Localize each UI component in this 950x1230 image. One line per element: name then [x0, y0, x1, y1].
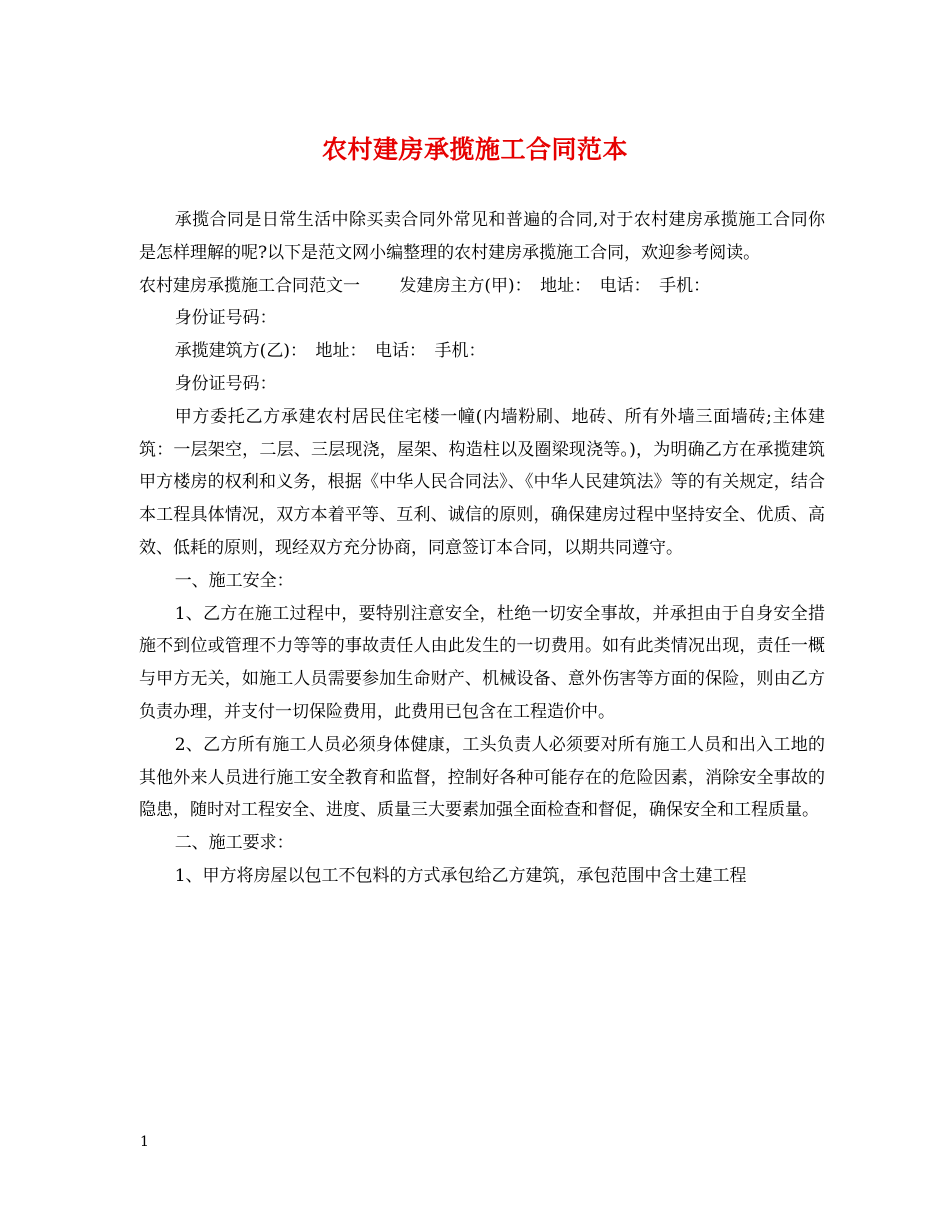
document-body — [139, 204, 825, 893]
party-a-id-line: 身份证号码： — [174, 308, 277, 329]
party-b-line: 承揽建筑方(乙)： 地址： 电话： 手机： — [174, 341, 486, 362]
section-heading-requirements: 二、施工要求： — [174, 833, 294, 854]
page-number: 1 — [140, 1134, 149, 1150]
safety-clause-2: 2、乙方所有施工人员必须身体健康，工头负责人必须要对所有施工人员和出入工地的其他外来人员进行施工安全教育和监督，控制好各种可能存在的危险因素，消除安全事故的隐患，随时对工程安全、进度、质量三大要素加强全面检查和督促，确保安全和工程质量。 — [139, 734, 825, 821]
contract-purpose-paragraph: 甲方委托乙方承建农村居民住宅楼一幢(内墙粉刷、地砖、所有外墙三面墙砖;主体建筑：一层架空，二层、三层现浇，屋架、构造柱以及圈梁现浇等。)，为明确乙方在承揽建筑甲方楼房的权利和义务，根据《中华人民合同法》、《中华人民建筑法》等的有关规定，结合本工程具体情况，双方本着平等、互利、诚信的原则，确保建房过程中坚持安全、优质、高效、低耗的原则，现经双方充分协商，同意签订本合同，以期共同遵守。 — [139, 406, 825, 558]
document-title: 农村建房承揽施工合同范本 — [321, 135, 628, 164]
intro-paragraph: 承揽合同是日常生活中除买卖合同外常见和普遍的合同,对于农村建房承揽施工合同你是怎样理解的呢?以下是范文网小编整理的农村建房承揽施工合同，欢迎参考阅读。 — [139, 210, 825, 263]
party-b-id-line: 身份证号码： — [174, 373, 277, 394]
requirements-clause-1: 1、甲方将房屋以包工不包料的方式承包给乙方建筑，承包范围中含土建工程 — [174, 865, 747, 886]
contract-header-party-a: 农村建房承揽施工合同范文一 发建房主方(甲)： 地址： 电话： 手机： — [139, 275, 711, 296]
section-heading-safety: 一、施工安全： — [174, 570, 294, 591]
safety-clause-1: 1、乙方在施工过程中，要特别注意安全，杜绝一切安全事故，并承担由于自身安全措施不到位或管理不力等等的事故责任人由此发生的一切费用。如有此类情况出现，责任一概与甲方无关，如施工人员需要参加生命财产、机械设备、意外伤害等方面的保险，则由乙方负责办理，并支付一切保险费用，此费用已包含在工程造价中。 — [139, 603, 825, 722]
